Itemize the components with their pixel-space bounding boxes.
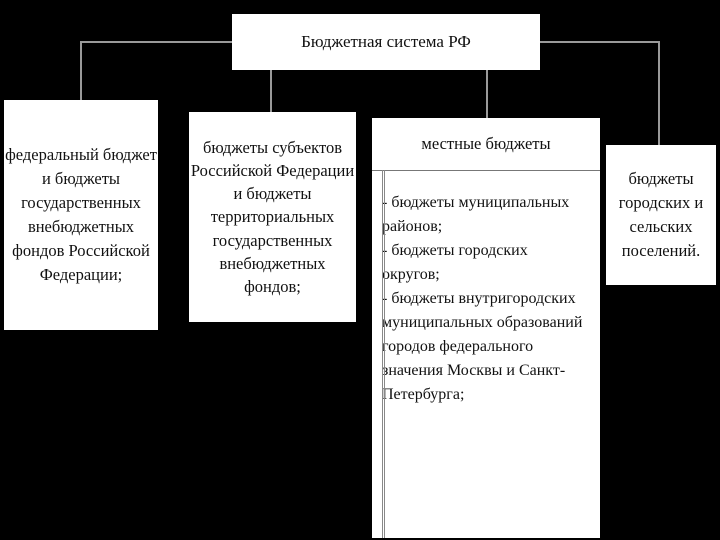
node-settlement-budgets [606, 145, 716, 285]
node-federal-budget [4, 100, 158, 330]
node-local-budgets [372, 118, 600, 538]
node-local-title-text: местные бюджеты [421, 134, 551, 153]
list-item: - бюджеты внутригородских муниципальных образований городов федерального значения Москвы и Санкт- Петербурга; [382, 290, 583, 403]
node-regional-budgets [189, 112, 356, 322]
root-label: Бюджетная система РФ [301, 32, 471, 51]
connector-to-federal [80, 41, 82, 100]
list-item: - бюджеты муниципальных районов; [382, 194, 570, 235]
connector-to-settlements [658, 41, 660, 145]
node-federal-label: федеральный бюджет и бюджеты государственных внебюджетных фондов Российской Федерации; [5, 145, 157, 284]
node-settlements-label: бюджеты городских и сельских поселений. [618, 169, 704, 260]
connector-to-regional [270, 70, 272, 112]
connector-to-local [486, 70, 488, 118]
list-item: - бюджеты городских округов; [382, 242, 528, 283]
node-local-title [372, 118, 600, 171]
local-box-inner-rule [382, 170, 385, 538]
node-regional-label: бюджеты субъектов Российской Федерации и бюджеты территориальных государственных внебюджетных фондов; [190, 138, 355, 296]
node-local-list [372, 171, 600, 407]
root-node [232, 14, 540, 70]
